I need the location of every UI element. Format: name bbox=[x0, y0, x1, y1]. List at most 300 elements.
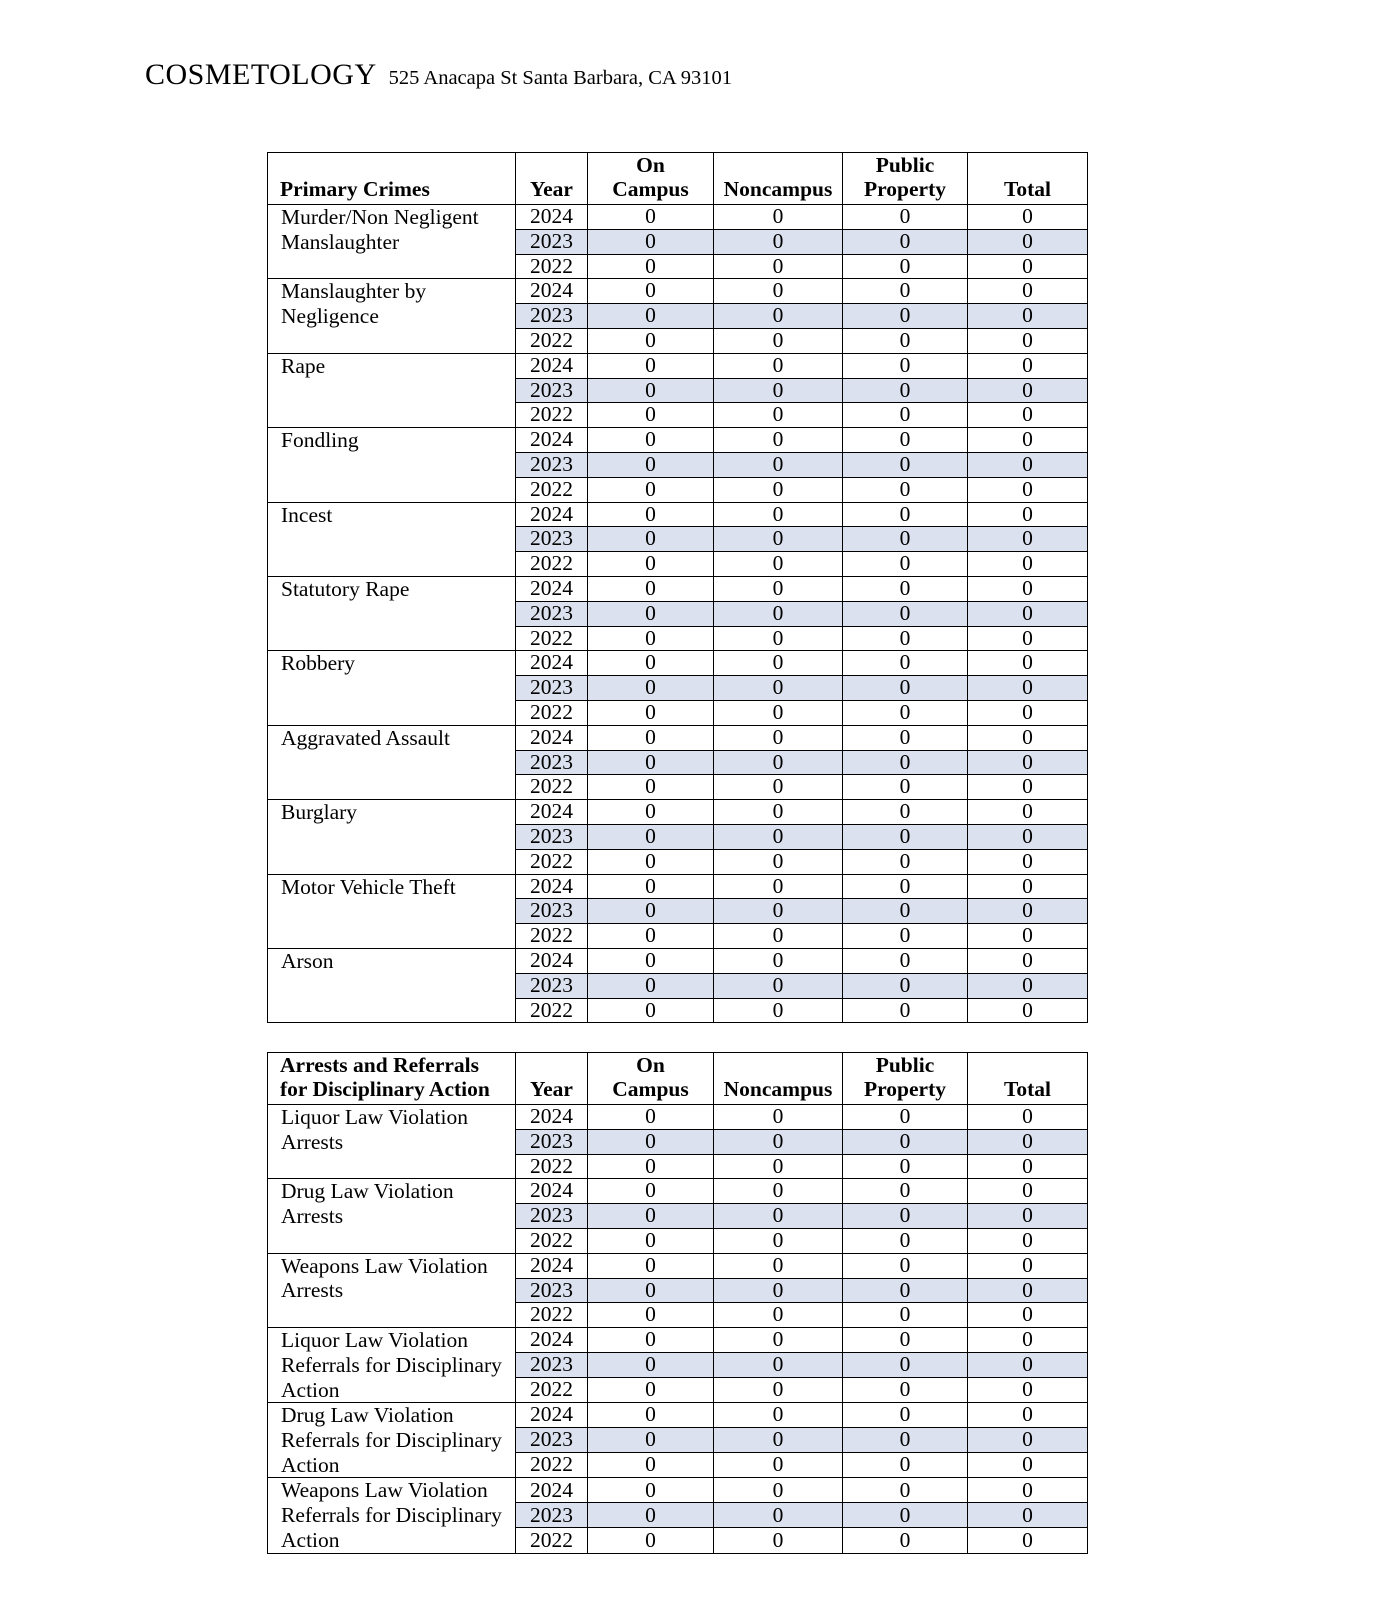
value-cell-on-campus: 0 bbox=[588, 1378, 714, 1403]
category-cell: Liquor Law Violation Referrals for Disciplinary Action bbox=[268, 1328, 516, 1403]
value-cell-total: 0 bbox=[968, 948, 1088, 973]
value-cell-public-property: 0 bbox=[843, 1204, 968, 1229]
year-cell: 2022 bbox=[516, 1303, 588, 1328]
value-cell-total: 0 bbox=[968, 428, 1088, 453]
value-cell-noncampus: 0 bbox=[714, 899, 843, 924]
value-cell-on-campus: 0 bbox=[588, 1179, 714, 1204]
value-cell-public-property: 0 bbox=[843, 1353, 968, 1378]
value-cell-noncampus: 0 bbox=[714, 924, 843, 949]
value-cell-noncampus: 0 bbox=[714, 1353, 843, 1378]
value-cell-public-property: 0 bbox=[843, 973, 968, 998]
value-cell-total: 0 bbox=[968, 1478, 1088, 1503]
value-cell-noncampus: 0 bbox=[714, 1378, 843, 1403]
value-cell-public-property: 0 bbox=[843, 849, 968, 874]
category-cell: Murder/Non Negligent Manslaughter bbox=[268, 205, 516, 279]
value-cell-public-property: 0 bbox=[843, 651, 968, 676]
value-cell-total: 0 bbox=[968, 824, 1088, 849]
year-cell: 2024 bbox=[516, 1105, 588, 1130]
table-row bbox=[268, 1403, 1088, 1428]
value-cell-on-campus: 0 bbox=[588, 452, 714, 477]
value-cell-on-campus: 0 bbox=[588, 502, 714, 527]
table-title-line: Arrests and Referrals bbox=[280, 1053, 480, 1077]
header-row bbox=[268, 1053, 1088, 1105]
year-cell: 2024 bbox=[516, 800, 588, 825]
value-cell-on-campus: 0 bbox=[588, 700, 714, 725]
value-cell-total: 0 bbox=[968, 1253, 1088, 1278]
value-cell-on-campus: 0 bbox=[588, 1453, 714, 1478]
year-cell: 2023 bbox=[516, 1129, 588, 1154]
value-cell-noncampus: 0 bbox=[714, 849, 843, 874]
value-cell-noncampus: 0 bbox=[714, 1105, 843, 1130]
year-cell: 2023 bbox=[516, 1428, 588, 1453]
category-cell: Aggravated Assault bbox=[268, 725, 516, 799]
value-cell-total: 0 bbox=[968, 229, 1088, 254]
doc-header bbox=[145, 58, 732, 92]
value-cell-public-property: 0 bbox=[843, 1453, 968, 1478]
value-cell-noncampus: 0 bbox=[714, 725, 843, 750]
table-row bbox=[268, 1179, 1088, 1204]
table-row bbox=[268, 1478, 1088, 1503]
value-cell-total: 0 bbox=[968, 254, 1088, 279]
value-cell-public-property: 0 bbox=[843, 1278, 968, 1303]
category-cell: Incest bbox=[268, 502, 516, 576]
value-cell-noncampus: 0 bbox=[714, 1228, 843, 1253]
value-cell-noncampus: 0 bbox=[714, 428, 843, 453]
table-row bbox=[268, 725, 1088, 750]
value-cell-noncampus: 0 bbox=[714, 1303, 843, 1328]
value-cell-on-campus: 0 bbox=[588, 750, 714, 775]
value-cell-on-campus: 0 bbox=[588, 304, 714, 329]
value-cell-public-property: 0 bbox=[843, 254, 968, 279]
value-cell-total: 0 bbox=[968, 502, 1088, 527]
value-cell-noncampus: 0 bbox=[714, 328, 843, 353]
value-cell-public-property: 0 bbox=[843, 1478, 968, 1503]
value-cell-public-property: 0 bbox=[843, 378, 968, 403]
value-cell-noncampus: 0 bbox=[714, 1129, 843, 1154]
column-header-total: Total bbox=[968, 153, 1088, 205]
value-cell-total: 0 bbox=[968, 304, 1088, 329]
value-cell-noncampus: 0 bbox=[714, 824, 843, 849]
table-row bbox=[268, 948, 1088, 973]
year-cell: 2024 bbox=[516, 502, 588, 527]
value-cell-total: 0 bbox=[968, 651, 1088, 676]
value-cell-on-campus: 0 bbox=[588, 428, 714, 453]
value-cell-total: 0 bbox=[968, 849, 1088, 874]
table-row bbox=[268, 428, 1088, 453]
year-cell: 2024 bbox=[516, 353, 588, 378]
value-cell-total: 0 bbox=[968, 750, 1088, 775]
header-row bbox=[268, 153, 1088, 205]
table-row bbox=[268, 1105, 1088, 1130]
value-cell-noncampus: 0 bbox=[714, 576, 843, 601]
year-cell: 2022 bbox=[516, 1154, 588, 1179]
value-cell-public-property: 0 bbox=[843, 601, 968, 626]
value-cell-noncampus: 0 bbox=[714, 1278, 843, 1303]
column-header-total: Total bbox=[968, 1053, 1088, 1105]
value-cell-noncampus: 0 bbox=[714, 973, 843, 998]
value-cell-noncampus: 0 bbox=[714, 1428, 843, 1453]
school-address: 525 Anacapa St Santa Barbara, CA 93101 bbox=[388, 67, 732, 89]
year-cell: 2024 bbox=[516, 279, 588, 304]
value-cell-on-campus: 0 bbox=[588, 1105, 714, 1130]
year-cell: 2023 bbox=[516, 452, 588, 477]
year-cell: 2024 bbox=[516, 1403, 588, 1428]
value-cell-on-campus: 0 bbox=[588, 1253, 714, 1278]
value-cell-on-campus: 0 bbox=[588, 948, 714, 973]
value-cell-total: 0 bbox=[968, 676, 1088, 701]
value-cell-noncampus: 0 bbox=[714, 1204, 843, 1229]
value-cell-on-campus: 0 bbox=[588, 626, 714, 651]
value-cell-total: 0 bbox=[968, 725, 1088, 750]
school-name: COSMETOLOGY bbox=[145, 58, 377, 91]
value-cell-total: 0 bbox=[968, 899, 1088, 924]
value-cell-noncampus: 0 bbox=[714, 601, 843, 626]
value-cell-noncampus: 0 bbox=[714, 874, 843, 899]
year-cell: 2022 bbox=[516, 626, 588, 651]
value-cell-total: 0 bbox=[968, 601, 1088, 626]
value-cell-noncampus: 0 bbox=[714, 279, 843, 304]
year-cell: 2022 bbox=[516, 328, 588, 353]
value-cell-total: 0 bbox=[968, 1105, 1088, 1130]
value-cell-on-campus: 0 bbox=[588, 254, 714, 279]
value-cell-public-property: 0 bbox=[843, 552, 968, 577]
value-cell-total: 0 bbox=[968, 353, 1088, 378]
year-cell: 2023 bbox=[516, 973, 588, 998]
table-header bbox=[268, 1053, 1088, 1105]
value-cell-on-campus: 0 bbox=[588, 1278, 714, 1303]
value-cell-public-property: 0 bbox=[843, 279, 968, 304]
value-cell-public-property: 0 bbox=[843, 1105, 968, 1130]
value-cell-total: 0 bbox=[968, 973, 1088, 998]
value-cell-public-property: 0 bbox=[843, 527, 968, 552]
value-cell-on-campus: 0 bbox=[588, 601, 714, 626]
value-cell-on-campus: 0 bbox=[588, 824, 714, 849]
value-cell-total: 0 bbox=[968, 279, 1088, 304]
year-cell: 2023 bbox=[516, 899, 588, 924]
value-cell-total: 0 bbox=[968, 1528, 1088, 1553]
value-cell-noncampus: 0 bbox=[714, 1179, 843, 1204]
table-row bbox=[268, 874, 1088, 899]
value-cell-total: 0 bbox=[968, 1328, 1088, 1353]
value-cell-noncampus: 0 bbox=[714, 552, 843, 577]
year-cell: 2024 bbox=[516, 428, 588, 453]
value-cell-public-property: 0 bbox=[843, 948, 968, 973]
value-cell-on-campus: 0 bbox=[588, 1353, 714, 1378]
value-cell-noncampus: 0 bbox=[714, 1453, 843, 1478]
value-cell-on-campus: 0 bbox=[588, 205, 714, 230]
value-cell-total: 0 bbox=[968, 1204, 1088, 1229]
value-cell-noncampus: 0 bbox=[714, 1253, 843, 1278]
value-cell-total: 0 bbox=[968, 700, 1088, 725]
value-cell-total: 0 bbox=[968, 576, 1088, 601]
value-cell-total: 0 bbox=[968, 626, 1088, 651]
value-cell-noncampus: 0 bbox=[714, 254, 843, 279]
value-cell-noncampus: 0 bbox=[714, 205, 843, 230]
year-cell: 2022 bbox=[516, 775, 588, 800]
year-cell: 2022 bbox=[516, 924, 588, 949]
value-cell-on-campus: 0 bbox=[588, 552, 714, 577]
value-cell-noncampus: 0 bbox=[714, 676, 843, 701]
value-cell-total: 0 bbox=[968, 1228, 1088, 1253]
value-cell-total: 0 bbox=[968, 775, 1088, 800]
table-row bbox=[268, 800, 1088, 825]
table-header bbox=[268, 153, 1088, 205]
value-cell-on-campus: 0 bbox=[588, 1528, 714, 1553]
value-cell-noncampus: 0 bbox=[714, 1503, 843, 1528]
column-header-primary-crimes bbox=[268, 153, 516, 205]
value-cell-noncampus: 0 bbox=[714, 750, 843, 775]
value-cell-total: 0 bbox=[968, 1503, 1088, 1528]
value-cell-public-property: 0 bbox=[843, 1228, 968, 1253]
value-cell-on-campus: 0 bbox=[588, 328, 714, 353]
year-cell: 2023 bbox=[516, 304, 588, 329]
year-cell: 2022 bbox=[516, 1453, 588, 1478]
category-cell: Weapons Law Violation Referrals for Disciplinary Action bbox=[268, 1478, 516, 1553]
year-cell: 2023 bbox=[516, 378, 588, 403]
value-cell-public-property: 0 bbox=[843, 452, 968, 477]
year-cell: 2022 bbox=[516, 477, 588, 502]
year-cell: 2022 bbox=[516, 552, 588, 577]
value-cell-public-property: 0 bbox=[843, 1403, 968, 1428]
year-cell: 2023 bbox=[516, 1278, 588, 1303]
category-cell: Drug Law Violation Arrests bbox=[268, 1179, 516, 1253]
category-cell: Motor Vehicle Theft bbox=[268, 874, 516, 948]
category-cell: Burglary bbox=[268, 800, 516, 874]
value-cell-total: 0 bbox=[968, 1129, 1088, 1154]
value-cell-noncampus: 0 bbox=[714, 1403, 843, 1428]
value-cell-on-campus: 0 bbox=[588, 1228, 714, 1253]
value-cell-on-campus: 0 bbox=[588, 998, 714, 1023]
value-cell-public-property: 0 bbox=[843, 1154, 968, 1179]
value-cell-public-property: 0 bbox=[843, 304, 968, 329]
value-cell-total: 0 bbox=[968, 205, 1088, 230]
table-title-line: Primary Crimes bbox=[280, 177, 430, 201]
category-cell: Fondling bbox=[268, 428, 516, 502]
category-cell: Liquor Law Violation Arrests bbox=[268, 1105, 516, 1179]
year-cell: 2023 bbox=[516, 1353, 588, 1378]
value-cell-noncampus: 0 bbox=[714, 403, 843, 428]
value-cell-on-campus: 0 bbox=[588, 1503, 714, 1528]
value-cell-total: 0 bbox=[968, 998, 1088, 1023]
value-cell-on-campus: 0 bbox=[588, 725, 714, 750]
value-cell-total: 0 bbox=[968, 1353, 1088, 1378]
table-row bbox=[268, 576, 1088, 601]
value-cell-public-property: 0 bbox=[843, 403, 968, 428]
table-row bbox=[268, 1328, 1088, 1353]
category-cell: Arson bbox=[268, 948, 516, 1022]
value-cell-noncampus: 0 bbox=[714, 502, 843, 527]
year-cell: 2023 bbox=[516, 1204, 588, 1229]
year-cell: 2023 bbox=[516, 1503, 588, 1528]
table-row bbox=[268, 651, 1088, 676]
year-cell: 2024 bbox=[516, 1478, 588, 1503]
value-cell-public-property: 0 bbox=[843, 874, 968, 899]
value-cell-public-property: 0 bbox=[843, 775, 968, 800]
value-cell-public-property: 0 bbox=[843, 1303, 968, 1328]
category-cell: Robbery bbox=[268, 651, 516, 725]
value-cell-on-campus: 0 bbox=[588, 403, 714, 428]
value-cell-on-campus: 0 bbox=[588, 279, 714, 304]
column-header-noncampus: Noncampus bbox=[714, 153, 843, 205]
year-cell: 2022 bbox=[516, 998, 588, 1023]
value-cell-public-property: 0 bbox=[843, 1528, 968, 1553]
value-cell-total: 0 bbox=[968, 1179, 1088, 1204]
value-cell-total: 0 bbox=[968, 924, 1088, 949]
value-cell-public-property: 0 bbox=[843, 998, 968, 1023]
year-cell: 2022 bbox=[516, 1228, 588, 1253]
value-cell-on-campus: 0 bbox=[588, 800, 714, 825]
value-cell-noncampus: 0 bbox=[714, 998, 843, 1023]
value-cell-total: 0 bbox=[968, 800, 1088, 825]
value-cell-noncampus: 0 bbox=[714, 800, 843, 825]
column-header-public-property: Public Property bbox=[843, 1053, 968, 1105]
value-cell-public-property: 0 bbox=[843, 700, 968, 725]
value-cell-on-campus: 0 bbox=[588, 576, 714, 601]
value-cell-total: 0 bbox=[968, 1378, 1088, 1403]
value-cell-public-property: 0 bbox=[843, 576, 968, 601]
value-cell-noncampus: 0 bbox=[714, 775, 843, 800]
value-cell-noncampus: 0 bbox=[714, 477, 843, 502]
value-cell-total: 0 bbox=[968, 477, 1088, 502]
value-cell-on-campus: 0 bbox=[588, 651, 714, 676]
value-cell-noncampus: 0 bbox=[714, 1478, 843, 1503]
year-cell: 2024 bbox=[516, 1253, 588, 1278]
value-cell-on-campus: 0 bbox=[588, 775, 714, 800]
value-cell-on-campus: 0 bbox=[588, 353, 714, 378]
value-cell-noncampus: 0 bbox=[714, 229, 843, 254]
value-cell-on-campus: 0 bbox=[588, 1303, 714, 1328]
value-cell-total: 0 bbox=[968, 452, 1088, 477]
value-cell-total: 0 bbox=[968, 378, 1088, 403]
value-cell-public-property: 0 bbox=[843, 229, 968, 254]
value-cell-on-campus: 0 bbox=[588, 378, 714, 403]
arrests-referrals-table bbox=[267, 1052, 1088, 1554]
value-cell-noncampus: 0 bbox=[714, 378, 843, 403]
table-title-line: for Disciplinary Action bbox=[280, 1077, 490, 1101]
year-cell: 2024 bbox=[516, 1179, 588, 1204]
year-cell: 2023 bbox=[516, 527, 588, 552]
value-cell-total: 0 bbox=[968, 1453, 1088, 1478]
year-cell: 2024 bbox=[516, 651, 588, 676]
value-cell-total: 0 bbox=[968, 874, 1088, 899]
column-header-on-campus: On Campus bbox=[588, 1053, 714, 1105]
year-cell: 2024 bbox=[516, 725, 588, 750]
value-cell-on-campus: 0 bbox=[588, 874, 714, 899]
value-cell-public-property: 0 bbox=[843, 353, 968, 378]
year-cell: 2023 bbox=[516, 229, 588, 254]
value-cell-on-campus: 0 bbox=[588, 527, 714, 552]
value-cell-on-campus: 0 bbox=[588, 1478, 714, 1503]
value-cell-noncampus: 0 bbox=[714, 700, 843, 725]
category-cell: Manslaughter by Negligence bbox=[268, 279, 516, 353]
year-cell: 2023 bbox=[516, 601, 588, 626]
value-cell-total: 0 bbox=[968, 527, 1088, 552]
value-cell-noncampus: 0 bbox=[714, 651, 843, 676]
value-cell-public-property: 0 bbox=[843, 1253, 968, 1278]
year-cell: 2023 bbox=[516, 676, 588, 701]
value-cell-total: 0 bbox=[968, 552, 1088, 577]
year-cell: 2024 bbox=[516, 576, 588, 601]
year-cell: 2023 bbox=[516, 824, 588, 849]
value-cell-noncampus: 0 bbox=[714, 527, 843, 552]
value-cell-noncampus: 0 bbox=[714, 1328, 843, 1353]
value-cell-noncampus: 0 bbox=[714, 452, 843, 477]
value-cell-on-campus: 0 bbox=[588, 1154, 714, 1179]
value-cell-public-property: 0 bbox=[843, 328, 968, 353]
value-cell-public-property: 0 bbox=[843, 502, 968, 527]
value-cell-on-campus: 0 bbox=[588, 1328, 714, 1353]
value-cell-noncampus: 0 bbox=[714, 304, 843, 329]
value-cell-public-property: 0 bbox=[843, 1503, 968, 1528]
value-cell-on-campus: 0 bbox=[588, 849, 714, 874]
value-cell-public-property: 0 bbox=[843, 626, 968, 651]
value-cell-on-campus: 0 bbox=[588, 1204, 714, 1229]
value-cell-public-property: 0 bbox=[843, 1428, 968, 1453]
value-cell-public-property: 0 bbox=[843, 725, 968, 750]
year-cell: 2022 bbox=[516, 403, 588, 428]
value-cell-on-campus: 0 bbox=[588, 229, 714, 254]
value-cell-on-campus: 0 bbox=[588, 899, 714, 924]
value-cell-noncampus: 0 bbox=[714, 1154, 843, 1179]
value-cell-public-property: 0 bbox=[843, 205, 968, 230]
value-cell-on-campus: 0 bbox=[588, 1403, 714, 1428]
year-cell: 2022 bbox=[516, 254, 588, 279]
year-cell: 2024 bbox=[516, 948, 588, 973]
year-cell: 2022 bbox=[516, 1378, 588, 1403]
value-cell-noncampus: 0 bbox=[714, 1528, 843, 1553]
column-header-on-campus: On Campus bbox=[588, 153, 714, 205]
value-cell-on-campus: 0 bbox=[588, 1428, 714, 1453]
value-cell-public-property: 0 bbox=[843, 676, 968, 701]
value-cell-public-property: 0 bbox=[843, 924, 968, 949]
value-cell-on-campus: 0 bbox=[588, 676, 714, 701]
value-cell-total: 0 bbox=[968, 1303, 1088, 1328]
value-cell-total: 0 bbox=[968, 1154, 1088, 1179]
category-cell: Rape bbox=[268, 353, 516, 427]
table-row bbox=[268, 1253, 1088, 1278]
value-cell-public-property: 0 bbox=[843, 1378, 968, 1403]
value-cell-noncampus: 0 bbox=[714, 353, 843, 378]
year-cell: 2022 bbox=[516, 1528, 588, 1553]
column-header-year: Year bbox=[516, 1053, 588, 1105]
category-cell: Statutory Rape bbox=[268, 576, 516, 650]
value-cell-total: 0 bbox=[968, 328, 1088, 353]
value-cell-on-campus: 0 bbox=[588, 1129, 714, 1154]
value-cell-public-property: 0 bbox=[843, 1179, 968, 1204]
table-row bbox=[268, 502, 1088, 527]
value-cell-total: 0 bbox=[968, 403, 1088, 428]
table-row bbox=[268, 353, 1088, 378]
value-cell-public-property: 0 bbox=[843, 1328, 968, 1353]
value-cell-total: 0 bbox=[968, 1428, 1088, 1453]
value-cell-public-property: 0 bbox=[843, 477, 968, 502]
value-cell-public-property: 0 bbox=[843, 428, 968, 453]
value-cell-on-campus: 0 bbox=[588, 973, 714, 998]
value-cell-total: 0 bbox=[968, 1403, 1088, 1428]
year-cell: 2022 bbox=[516, 849, 588, 874]
value-cell-public-property: 0 bbox=[843, 800, 968, 825]
value-cell-public-property: 0 bbox=[843, 899, 968, 924]
category-cell: Weapons Law Violation Arrests bbox=[268, 1253, 516, 1327]
column-header-noncampus: Noncampus bbox=[714, 1053, 843, 1105]
value-cell-public-property: 0 bbox=[843, 750, 968, 775]
year-cell: 2024 bbox=[516, 205, 588, 230]
column-header-arrests-referrals bbox=[268, 1053, 516, 1105]
value-cell-public-property: 0 bbox=[843, 1129, 968, 1154]
year-cell: 2024 bbox=[516, 1328, 588, 1353]
value-cell-noncampus: 0 bbox=[714, 948, 843, 973]
year-cell: 2023 bbox=[516, 750, 588, 775]
